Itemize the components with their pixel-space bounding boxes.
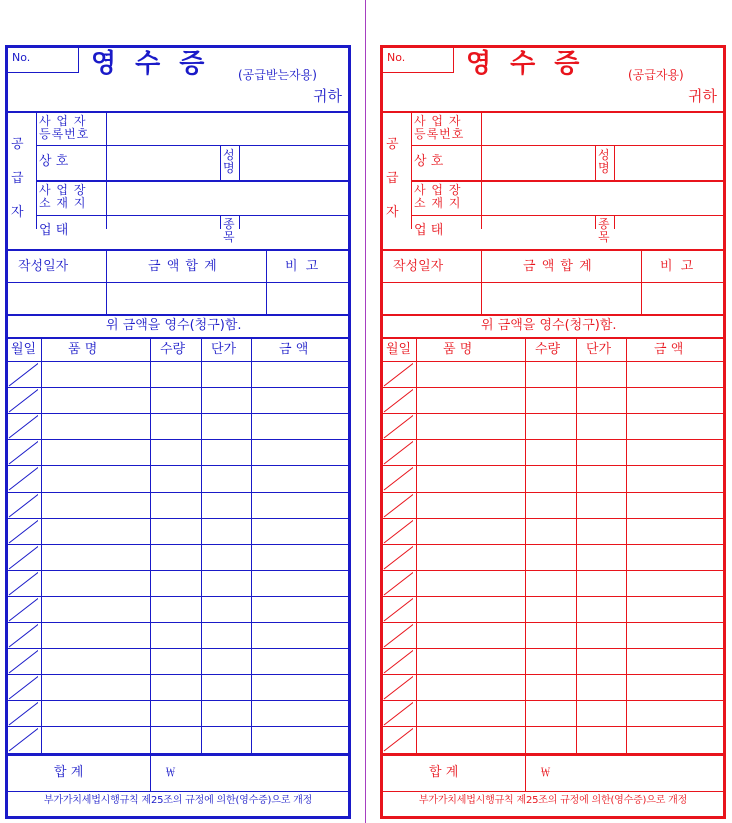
total-amount-label: 금 액 합 계 [148, 259, 218, 274]
month-day-diagonal-slash [383, 596, 413, 622]
business-address-label: 사 업 장 소 재 지 [414, 183, 462, 210]
name-label-left [220, 145, 221, 180]
item-row-line [8, 492, 348, 493]
item-row-line [383, 674, 723, 675]
total-row-top [383, 754, 723, 756]
supplier-vertical-label: 자 [386, 205, 399, 220]
month-day-diagonal-slash [8, 622, 38, 648]
month-day-diagonal-slash [383, 387, 413, 413]
row-line [411, 215, 723, 216]
month-day-header: 월일 [386, 342, 412, 357]
footer-top-line [8, 791, 348, 792]
receipt-title: 영수증 [466, 49, 599, 79]
business-type-label: 업 태 [414, 223, 444, 238]
month-day-diagonal-slash [8, 518, 38, 544]
month-day-diagonal-slash [8, 492, 38, 518]
item-type-label: 종 목 [223, 217, 235, 244]
remarks-label: 비 고 [660, 259, 696, 274]
business-registration-label: 사 업 자 등록번호 [39, 114, 90, 141]
row-line [36, 180, 348, 182]
item-column-line [41, 339, 42, 753]
month-day-header: 월일 [11, 342, 37, 357]
month-day-diagonal-slash [383, 465, 413, 491]
month-day-diagonal-slash [383, 492, 413, 518]
supplier-vertical-label: 공 [11, 137, 24, 152]
total-row-top [8, 754, 348, 756]
header-divider [8, 111, 348, 113]
item-row-line [8, 726, 348, 727]
grand-total-label: 합 계 [54, 765, 84, 780]
remarks-column-line [641, 251, 642, 315]
item-row-line [383, 622, 723, 623]
business-type-label: 업 태 [39, 223, 69, 238]
header-divider [383, 111, 723, 113]
receipt-number-label: No. [12, 51, 31, 64]
representative-name-label: 성 명 [223, 148, 235, 175]
item-row-line [383, 726, 723, 727]
month-day-diagonal-slash [8, 700, 38, 726]
supplier-vertical-label: 공 [386, 137, 399, 152]
regulation-footer: 부가가치세법시행규칙 제25조의 규정에 의한(영수증)으로 개정 [43, 795, 313, 806]
remarks-column-line [266, 251, 267, 315]
date-column-line [481, 251, 482, 315]
item-row-line [383, 465, 723, 466]
receipt-customer-copy [5, 45, 351, 819]
representative-name-label: 성 명 [598, 148, 610, 175]
item-row-line [8, 413, 348, 414]
supplier-vertical-label: 급 [11, 171, 24, 186]
item-row-line [383, 544, 723, 545]
supplier-vertical-label: 급 [386, 171, 399, 186]
receipt-title: 영수증 [91, 49, 224, 79]
row-line [411, 180, 723, 182]
item-label-left [595, 215, 596, 229]
item-row-line [8, 439, 348, 440]
item-row-line [383, 413, 723, 414]
month-day-diagonal-slash [383, 700, 413, 726]
no-box-bottom [383, 72, 454, 73]
name-label-right [239, 145, 240, 180]
month-day-diagonal-slash [383, 570, 413, 596]
month-day-diagonal-slash [383, 674, 413, 700]
item-row-line [8, 674, 348, 675]
no-box-bottom [8, 72, 79, 73]
item-row-line [383, 648, 723, 649]
item-label-right [239, 215, 240, 229]
won-currency-symbol: ￦ [540, 766, 551, 779]
row-line [36, 145, 348, 146]
summary-mid-line [383, 282, 723, 283]
month-day-diagonal-slash [8, 674, 38, 700]
item-row-line [383, 492, 723, 493]
date-column-line [106, 251, 107, 315]
receipt-number-label: No. [387, 51, 406, 64]
won-currency-symbol: ￦ [165, 766, 176, 779]
quantity-header: 수량 [535, 342, 561, 357]
item-row-line [383, 700, 723, 701]
supplier-vertical-label: 자 [11, 205, 24, 220]
item-row-line [8, 544, 348, 545]
item-column-line [201, 339, 202, 753]
month-day-diagonal-slash [8, 570, 38, 596]
addressee-label: 귀하 [313, 87, 342, 105]
receipt-statement: 위 금액을 영수(청구)함. [106, 318, 242, 333]
name-label-right [614, 145, 615, 180]
total-column-line [525, 756, 526, 791]
month-day-diagonal-slash [8, 361, 38, 387]
items-header-bottom [383, 361, 723, 362]
item-column-line [626, 339, 627, 753]
item-row-line [8, 465, 348, 466]
summary-top-line [383, 249, 723, 251]
unit-price-header: 단가 [211, 342, 237, 357]
row-line [411, 145, 723, 146]
label-column-line [106, 112, 107, 229]
copy-type-label: (공급자용) [628, 68, 684, 82]
item-row-line [383, 518, 723, 519]
month-day-diagonal-slash [8, 596, 38, 622]
no-box-right [453, 48, 454, 73]
month-day-diagonal-slash [383, 518, 413, 544]
statement-top-line [8, 314, 348, 316]
items-header-bottom [8, 361, 348, 362]
month-day-diagonal-slash [8, 439, 38, 465]
name-label-left [595, 145, 596, 180]
trade-name-label: 상 호 [414, 154, 444, 169]
amount-header: 금 액 [279, 342, 309, 357]
item-column-line [525, 339, 526, 753]
item-row-line [383, 439, 723, 440]
item-row-line [8, 700, 348, 701]
receipt-supplier-copy [380, 45, 726, 819]
item-row-line [8, 622, 348, 623]
footer-top-line [383, 791, 723, 792]
item-row-line [8, 518, 348, 519]
label-column-line [481, 112, 482, 229]
summary-top-line [8, 249, 348, 251]
month-day-diagonal-slash [8, 544, 38, 570]
no-box-right [78, 48, 79, 73]
total-amount-label: 금 액 합 계 [523, 259, 593, 274]
month-day-diagonal-slash [8, 413, 38, 439]
month-day-diagonal-slash [8, 726, 38, 752]
regulation-footer: 부가가치세법시행규칙 제25조의 규정에 의한(영수증)으로 개정 [418, 795, 688, 806]
item-row-line [383, 387, 723, 388]
month-day-diagonal-slash [8, 648, 38, 674]
item-column-line [416, 339, 417, 753]
unit-price-header: 단가 [586, 342, 612, 357]
row-line [36, 215, 348, 216]
items-header-top [8, 337, 348, 339]
item-label-left [220, 215, 221, 229]
item-row-line [8, 387, 348, 388]
item-row-line [8, 596, 348, 597]
supplier-column-line [36, 112, 37, 229]
month-day-diagonal-slash [383, 648, 413, 674]
addressee-label: 귀하 [688, 87, 717, 105]
item-column-line [251, 339, 252, 753]
supplier-column-line [411, 112, 412, 229]
page-divider-line [365, 0, 366, 823]
issue-date-label: 작성일자 [393, 259, 444, 274]
statement-top-line [383, 314, 723, 316]
item-column-line [150, 339, 151, 753]
item-name-header: 품 명 [443, 342, 473, 357]
item-row-line [8, 570, 348, 571]
month-day-diagonal-slash [383, 544, 413, 570]
summary-mid-line [8, 282, 348, 283]
month-day-diagonal-slash [383, 622, 413, 648]
trade-name-label: 상 호 [39, 154, 69, 169]
grand-total-label: 합 계 [429, 765, 459, 780]
item-row-line [383, 570, 723, 571]
item-label-right [614, 215, 615, 229]
copy-type-label: (공급받는자용) [238, 68, 317, 82]
item-name-header: 품 명 [68, 342, 98, 357]
item-row-line [8, 648, 348, 649]
month-day-diagonal-slash [383, 413, 413, 439]
total-column-line [150, 756, 151, 791]
month-day-diagonal-slash [383, 361, 413, 387]
quantity-header: 수량 [160, 342, 186, 357]
month-day-diagonal-slash [8, 465, 38, 491]
remarks-label: 비 고 [285, 259, 321, 274]
month-day-diagonal-slash [383, 439, 413, 465]
business-registration-label: 사 업 자 등록번호 [414, 114, 465, 141]
business-address-label: 사 업 장 소 재 지 [39, 183, 87, 210]
month-day-diagonal-slash [8, 387, 38, 413]
amount-header: 금 액 [654, 342, 684, 357]
issue-date-label: 작성일자 [18, 259, 69, 274]
month-day-diagonal-slash [383, 726, 413, 752]
receipt-statement: 위 금액을 영수(청구)함. [481, 318, 617, 333]
items-header-top [383, 337, 723, 339]
item-type-label: 종 목 [598, 217, 610, 244]
item-row-line [383, 596, 723, 597]
item-column-line [576, 339, 577, 753]
